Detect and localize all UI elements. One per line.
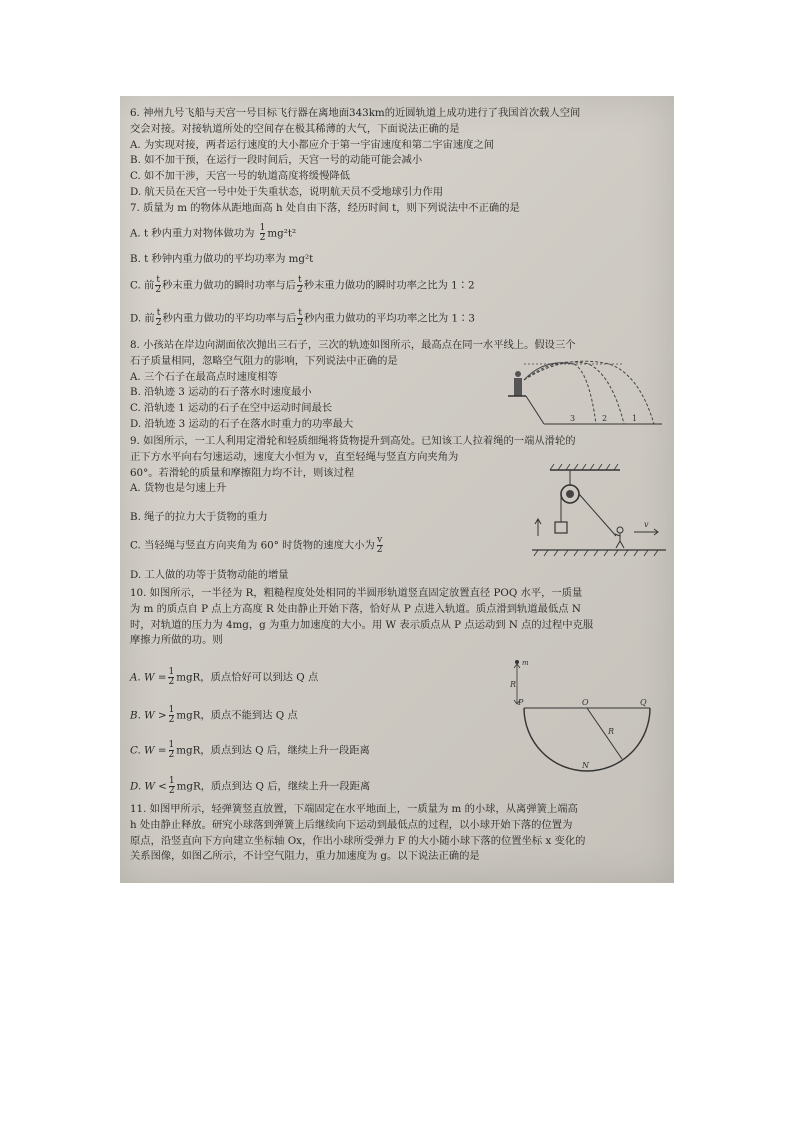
q8-stem: 石子质量相同，忽略空气阻力的影响，下列说法中正确的是 — [130, 354, 398, 367]
q10-label-r-height: R — [510, 680, 517, 689]
question-10 — [130, 586, 666, 649]
q10-label-m: m — [522, 659, 529, 667]
q10-option-b: B. W > $\frac{1}{2}$ mgR，质点不能到达 Q 点 — [130, 705, 298, 725]
q7-option-a: A. t 秒内重力对物体做功为 $\frac{1}{2}$ mg²t² — [130, 223, 297, 243]
q9-stem: 正下方水平向右匀速运动，速度大小恒为 v，直至轻绳与竖直方向夹角为 — [130, 450, 459, 463]
q9-option-d: D. 工人做的功等于货物动能的增量 — [130, 569, 289, 581]
q8-label-1: 1 — [632, 414, 638, 423]
q9-stem: 9. 如图所示，一工人利用定滑轮和轻质细绳将货物提升到高处。已知该工人拉着绳的一端从滑轮的 — [130, 435, 576, 447]
q8-option-b: B. 沿轨迹 3 运动的石子落水时速度最小 — [130, 386, 312, 399]
q10-option-c: C. W = $\frac{1}{2}$ mgR，质点到达 Q 后，继续上升一段距离 — [130, 740, 370, 760]
question-11 — [130, 802, 666, 865]
q8-trajectory-figure — [504, 354, 664, 432]
q10-label-n: N — [582, 761, 589, 770]
q7-stem: 7. 质量为 m 的物体从距地面高 h 处自由下落，经历时间 t，则下列说法中不正确的是 — [130, 201, 520, 214]
q8-option-c: C. 沿轨迹 1 运动的石子在空中运动时间最长 — [130, 402, 333, 415]
q10-stem: 为 m 的质点自 P 点上方高度 R 处由静止开始下落，恰好从 P 点进入轨道。质点滑到轨道最低点 N — [130, 602, 581, 615]
q8-stem: 8. 小孩站在岸边向湖面依次抛出三石子，三次的轨迹如图所示，最高点在同一水平线上。假设三个 — [130, 339, 576, 351]
q8-option-d: D. 沿轨迹 3 运动的石子在落水时重力的功率最大 — [130, 417, 354, 430]
q10-label-o: O — [582, 698, 589, 707]
q10-label-q: Q — [640, 698, 647, 707]
q7-option-d: D. 前 $\frac{t}{2}$ 秒内重力做功的平均功率与后 $\frac{t}{2}$ 秒内重力做功的平均功率之比为 1∶3 — [130, 308, 475, 328]
q9-pulley-figure — [530, 464, 670, 564]
q11-stem: 11. 如图甲所示，轻弹簧竖直放置，下端固定在水平地面上，一质量为 m 的小球，从离弹簧上端高 — [130, 803, 578, 815]
q10-label-r-radius: R — [608, 727, 615, 736]
q9-option-b: B. 绳子的拉力大于货物的重力 — [130, 511, 268, 523]
q10-option-d: D. W < $\frac{1}{2}$ mgR，质点到达 Q 后，继续上升一段距离 — [130, 776, 371, 796]
q11-stem: 原点，沿竖直向下方向建立坐标轴 Ox，作出小球所受弹力 F 的大小随小球下落的位置坐标 x 变化的 — [130, 834, 586, 847]
q10-label-p: P — [518, 698, 524, 707]
q10-semicircle-figure — [504, 654, 654, 782]
q6-stem: 6. 神州九号飞船与天宫一号目标飞行器在离地面343km的近圆轨道上成功进行了我国首次载人空间 — [130, 107, 581, 119]
q6-option-b: B. 如不加干预，在运行一段时间后，天宫一号的动能可能会减小 — [130, 154, 423, 167]
q10-option-a: A. W = $\frac{1}{2}$ mgR，质点恰好可以到达 Q 点 — [130, 667, 319, 687]
q9-option-a: A. 货物也是匀速上升 — [130, 482, 227, 495]
q9-label-v: v — [644, 520, 649, 529]
q11-stem: 关系图像，如图乙所示，不计空气阻力，重力加速度为 g。以下说法正确的是 — [130, 850, 480, 863]
exam-page-photo — [120, 96, 674, 883]
q6-option-c: C. 如不加干涉，天宫一号的轨道高度将缓慢降低 — [130, 170, 350, 183]
question-6 — [130, 106, 666, 217]
q7-option-c: C. 前 $\frac{t}{2}$ 秒末重力做功的瞬时功率与后 $\frac{t}{2}$ 秒末重力做功的瞬时功率之比为 1∶2 — [130, 275, 475, 295]
q6-option-a: A. 为实现对接，两者运行速度的大小都应介于第一宇宙速度和第二宇宙速度之间 — [130, 138, 495, 151]
q10-stem: 10. 如图所示，一半径为 R，粗糙程度处处相同的半圆形轨道竖直固定放置直径 POQ 水平，一质量 — [130, 587, 583, 599]
q6-stem: 交会对接。对接轨道所处的空间存在极其稀薄的大气，下面说法正确的是 — [130, 122, 460, 135]
q11-stem: h 处由静止释放。研究小球落到弹簧上后继续向下运动到最低点的过程，以小球开始下落的位置为 — [130, 818, 573, 831]
q9-stem: 60°。若滑轮的质量和摩擦阻力均不计，则该过程 — [130, 466, 355, 479]
q10-stem: 摩擦力所做的功。则 — [130, 634, 223, 647]
q7-option-b: B. t 秒钟内重力做功的平均功率为 mg²t — [130, 253, 314, 265]
q10-stem: 时，对轨道的压力为 4mg，g 为重力加速度的大小。用 W 表示质点从 P 点运动到 N 点的过程中克服 — [130, 618, 594, 631]
q8-option-a: A. 三个石子在最高点时速度相等 — [130, 370, 278, 383]
q8-label-3: 3 — [570, 414, 576, 423]
q9-option-c: C. 当轻绳与竖直方向夹角为 60° 时货物的速度大小为 $\frac{v}{2}$ — [130, 535, 383, 555]
q6-option-d: D. 航天员在天宫一号中处于失重状态，说明航天员不受地球引力作用 — [130, 185, 444, 198]
q8-label-2: 2 — [602, 414, 608, 423]
